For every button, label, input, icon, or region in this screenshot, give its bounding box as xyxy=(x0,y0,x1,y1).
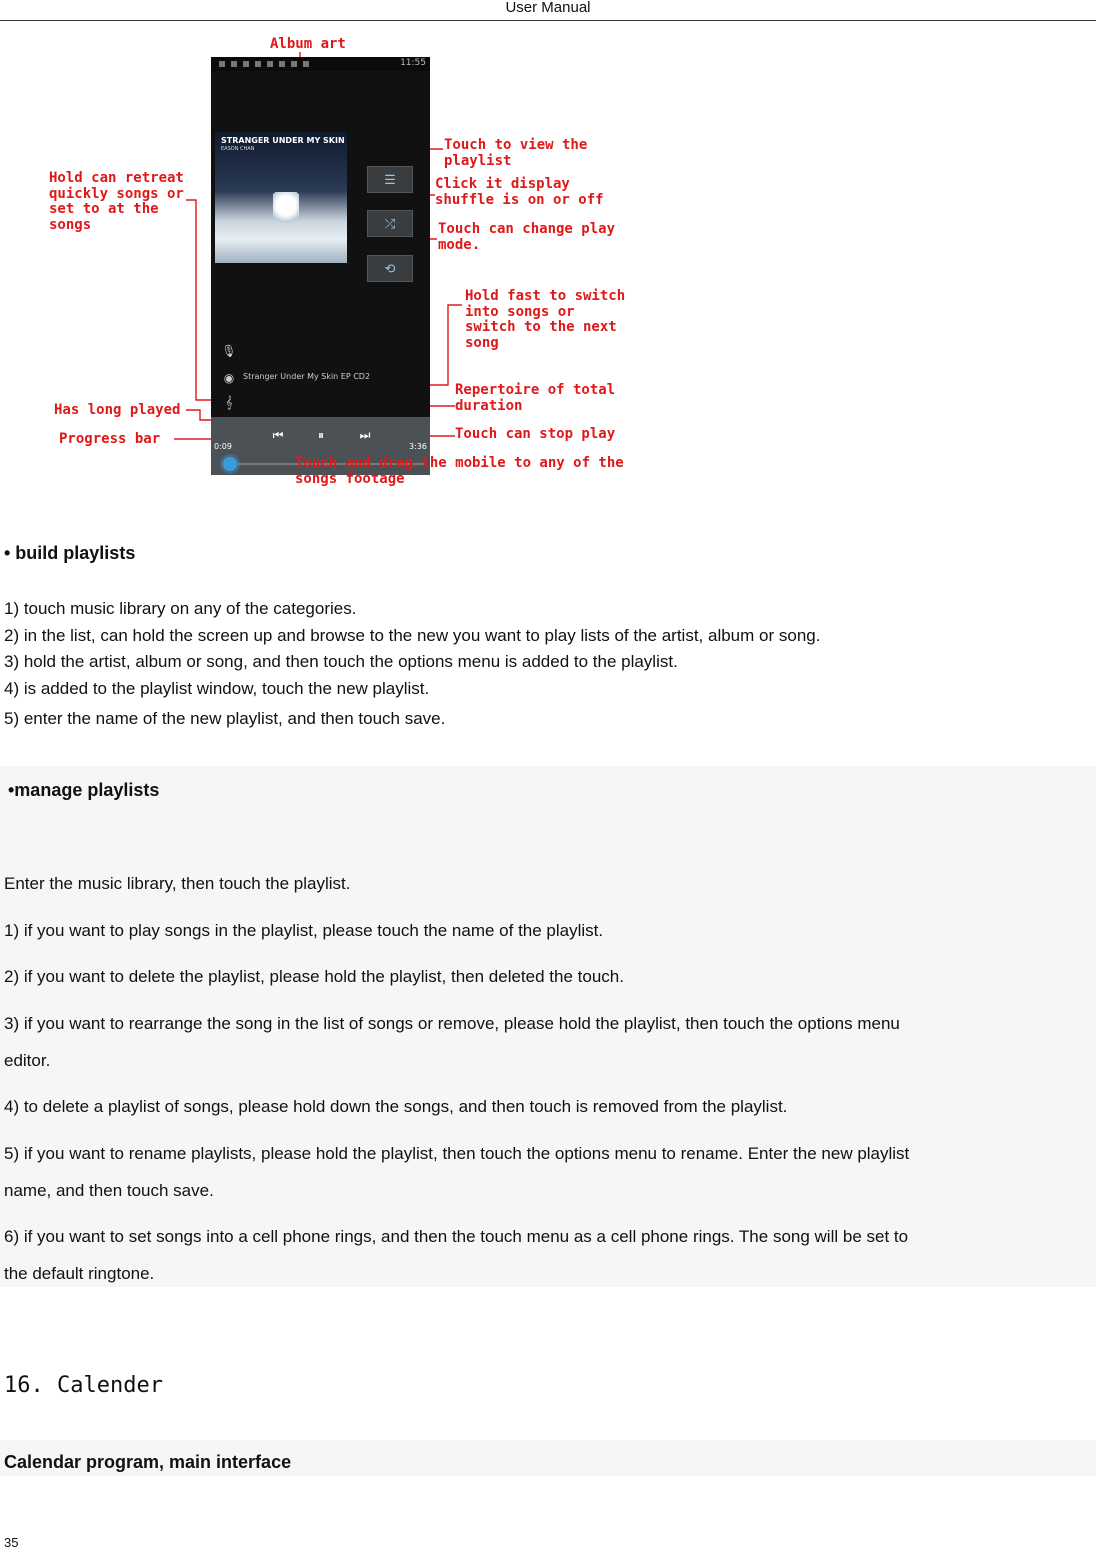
progress-knob[interactable] xyxy=(223,457,237,471)
build-step-2: 2) in the list, can hold the screen up and browse to the new you want to play lists of the artist, album or song. xyxy=(4,626,821,645)
microphone-icon: 🎙 xyxy=(221,344,237,358)
pause-button[interactable] xyxy=(311,427,331,443)
next-icon: ⏭ xyxy=(359,428,371,442)
annotation-next-song: Hold fast to switch into songs or switch to the next song xyxy=(465,288,626,351)
annotation-stop-play: Touch can stop play xyxy=(455,426,616,442)
annotation-play-mode: Touch can change play mode. xyxy=(438,221,616,253)
manage-line-3: 3) if you want to rearrange the song in the list of songs or remove, please hold the playlist, then touch the options menu xyxy=(4,1014,900,1033)
manage-line-6-cont: the default ringtone. xyxy=(4,1264,155,1283)
annotation-progress-bar: Progress bar xyxy=(59,431,161,447)
manage-line-2: 2) if you want to delete the playlist, please hold the playlist, then deleted the touch. xyxy=(4,967,624,986)
build-step-4: 4) is added to the playlist window, touch the new playlist. xyxy=(4,679,430,698)
pause-icon: ⏸ xyxy=(317,428,324,442)
album-art[interactable] xyxy=(215,132,347,263)
section-heading-calender: 16. Calender xyxy=(4,1373,163,1398)
build-step-1: 1) touch music library on any of the categories. xyxy=(4,599,357,618)
annotation-total-duration: Repertoire of total duration xyxy=(455,382,616,414)
shuffle-icon: ⤮ xyxy=(384,216,396,231)
previous-icon: ⏮ xyxy=(272,428,284,442)
playlist-icon: ☰ xyxy=(384,172,396,187)
track-album-name: Stranger Under My Skin EP CD2 xyxy=(243,372,371,381)
build-step-5: 5) enter the name of the new playlist, and then touch save. xyxy=(4,709,446,728)
elapsed-time: 0:09 xyxy=(214,442,232,451)
build-playlists-title: • build playlists xyxy=(4,543,136,563)
music-clef-icon: 𝄞 xyxy=(225,395,233,409)
next-button[interactable] xyxy=(355,427,375,443)
annotation-shuffle: Click it display shuffle is on or off xyxy=(435,176,604,208)
manage-line-5-cont: name, and then touch save. xyxy=(4,1181,214,1200)
page-number: 35 xyxy=(4,1535,19,1550)
playlist-button[interactable] xyxy=(367,166,413,193)
annotation-long-played: Has long played xyxy=(54,402,181,418)
total-time: 3:36 xyxy=(409,442,427,451)
repeat-icon: ⟲ xyxy=(384,261,396,276)
phone-screenshot xyxy=(211,57,430,451)
status-icons xyxy=(219,61,315,67)
page-header: User Manual xyxy=(0,0,1096,21)
calendar-subheading: Calendar program, main interface xyxy=(4,1452,292,1472)
disc-icon: ◉ xyxy=(223,371,235,385)
manage-line-3-cont: editor. xyxy=(4,1051,51,1070)
status-bar xyxy=(211,57,430,71)
manage-intro: Enter the music library, then touch the playlist. xyxy=(4,874,351,893)
annotation-album-art: Album art xyxy=(270,36,346,52)
build-step-3: 3) hold the artist, album or song, and then touch the options menu is added to the playlist. xyxy=(4,652,678,671)
album-art-artist: EASON CHAN xyxy=(221,146,255,152)
album-art-title: STRANGER UNDER MY SKIN xyxy=(221,136,345,145)
manage-line-6: 6) if you want to set songs into a cell phone rings, and then the touch menu as a cell phone rings. The song will be set to xyxy=(4,1227,909,1246)
previous-button[interactable] xyxy=(268,427,288,443)
music-player-figure xyxy=(0,28,700,498)
manage-playlists-title: •manage playlists xyxy=(8,780,160,800)
annotation-drag: Touch and drag the mobile to any of the songs footage xyxy=(295,455,624,487)
annotation-view-playlist: Touch to view the playlist xyxy=(444,137,588,169)
shuffle-button[interactable] xyxy=(367,210,413,237)
album-art-figure xyxy=(273,192,299,226)
manage-line-4: 4) to delete a playlist of songs, please hold down the songs, and then touch is removed from the playlist. xyxy=(4,1097,788,1116)
status-clock: 11:55 xyxy=(400,58,426,68)
manage-line-5: 5) if you want to rename playlists, please hold the playlist, then touch the options menu to rename. Enter the new playlist xyxy=(4,1144,910,1163)
manage-line-1: 1) if you want to play songs in the playlist, please touch the name of the playlist. xyxy=(4,921,604,940)
repeat-button[interactable] xyxy=(367,255,413,282)
annotation-retreat: Hold can retreat quickly songs or set to at the songs xyxy=(49,170,184,233)
